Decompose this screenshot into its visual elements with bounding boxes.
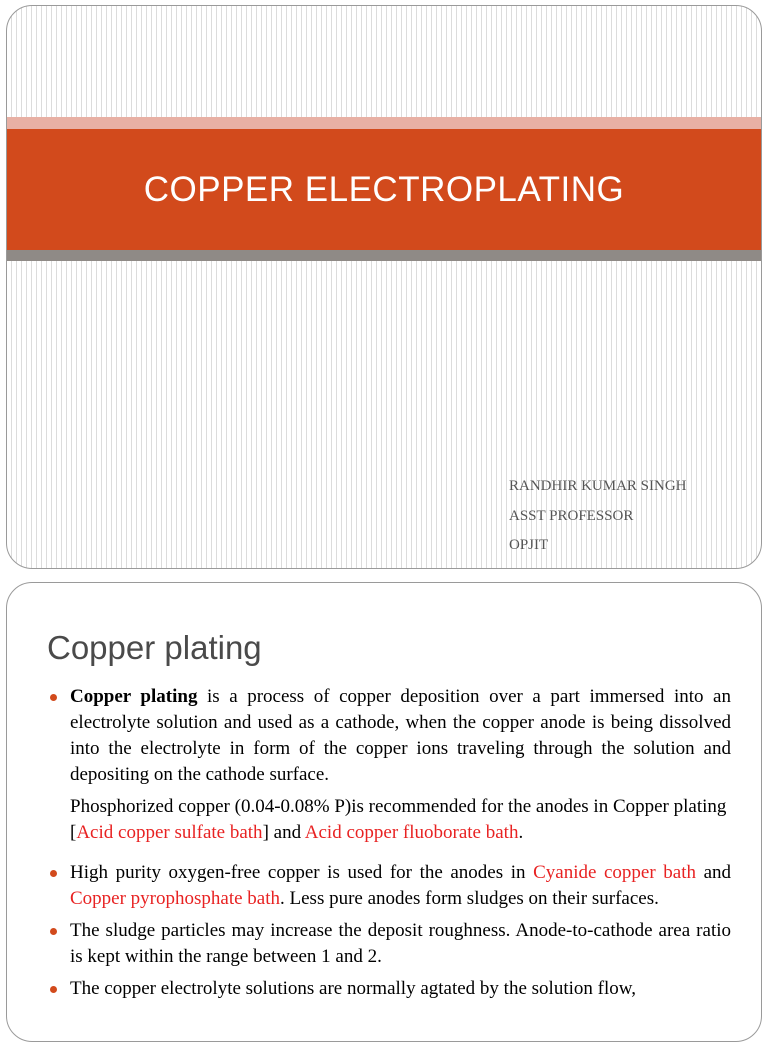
bullet-list <box>47 684 731 788</box>
bullet-2-text-3: . Less pure anodes form sludges on their surfaces. <box>280 888 659 909</box>
sub-para-text-2: ] and <box>262 822 305 843</box>
acid-fluoborate-link[interactable]: Acid copper fluoborate bath <box>304 822 519 843</box>
bullet-dot-icon <box>50 986 57 993</box>
bullet-2-text-1: High purity oxygen-free copper is used for the anodes in <box>70 862 534 883</box>
bullet-dot-icon <box>50 870 57 877</box>
sub-paragraph <box>47 794 731 846</box>
bullet-dot-icon <box>50 928 57 935</box>
title-band <box>7 129 761 250</box>
author-name: RANDHIR KUMAR SINGH <box>509 478 687 494</box>
bullet-dot-icon <box>50 694 57 701</box>
bold-term: Copper plating <box>70 686 198 707</box>
bullet-item-3 <box>47 918 731 970</box>
content-slide <box>6 582 762 1042</box>
bullet-2-text-2: and <box>695 862 731 883</box>
author-block <box>509 472 687 561</box>
bullet-list-2 <box>47 860 731 1002</box>
slide-body <box>47 684 731 1008</box>
acid-sulfate-link[interactable]: Acid copper sulfate bath <box>76 822 263 843</box>
title-slide <box>6 5 762 569</box>
bullet-3-text: The sludge particles may increase the deposit roughness. Anode-to-cathode area ratio is kept within the range between 1 and 2. <box>70 920 731 967</box>
slide-heading: Copper plating <box>47 629 262 666</box>
bullet-1-text: is a process of copper deposition over a part immersed into an electrolyte solution and used as a cathode, when the copper anode is being dissolved into the electrolyte in form of the copper ions traveling through the solution and depositing on the cathode surface. <box>70 686 731 785</box>
bullet-item-4 <box>47 976 731 1002</box>
author-org: OPJIT <box>509 537 549 553</box>
cyanide-bath-link[interactable]: Cyanide copper bath <box>533 862 696 883</box>
bullet-item-1 <box>47 684 731 788</box>
bullet-4-text: The copper electrolyte solutions are normally agtated by the solution flow, <box>70 978 636 999</box>
sub-para-text-1: Phosphorized copper (0.04-0.08% P)is recommended for the anodes in Copper plating [ <box>70 796 727 843</box>
pyrophosphate-bath-link[interactable]: Copper pyrophosphate bath <box>70 888 281 909</box>
gray-accent-band <box>7 250 761 261</box>
bullet-item-2 <box>47 860 731 912</box>
slide-title: COPPER ELECTROPLATING <box>143 169 625 209</box>
sub-para-text-3: . <box>518 822 524 843</box>
author-title: ASST PROFESSOR <box>509 507 634 524</box>
